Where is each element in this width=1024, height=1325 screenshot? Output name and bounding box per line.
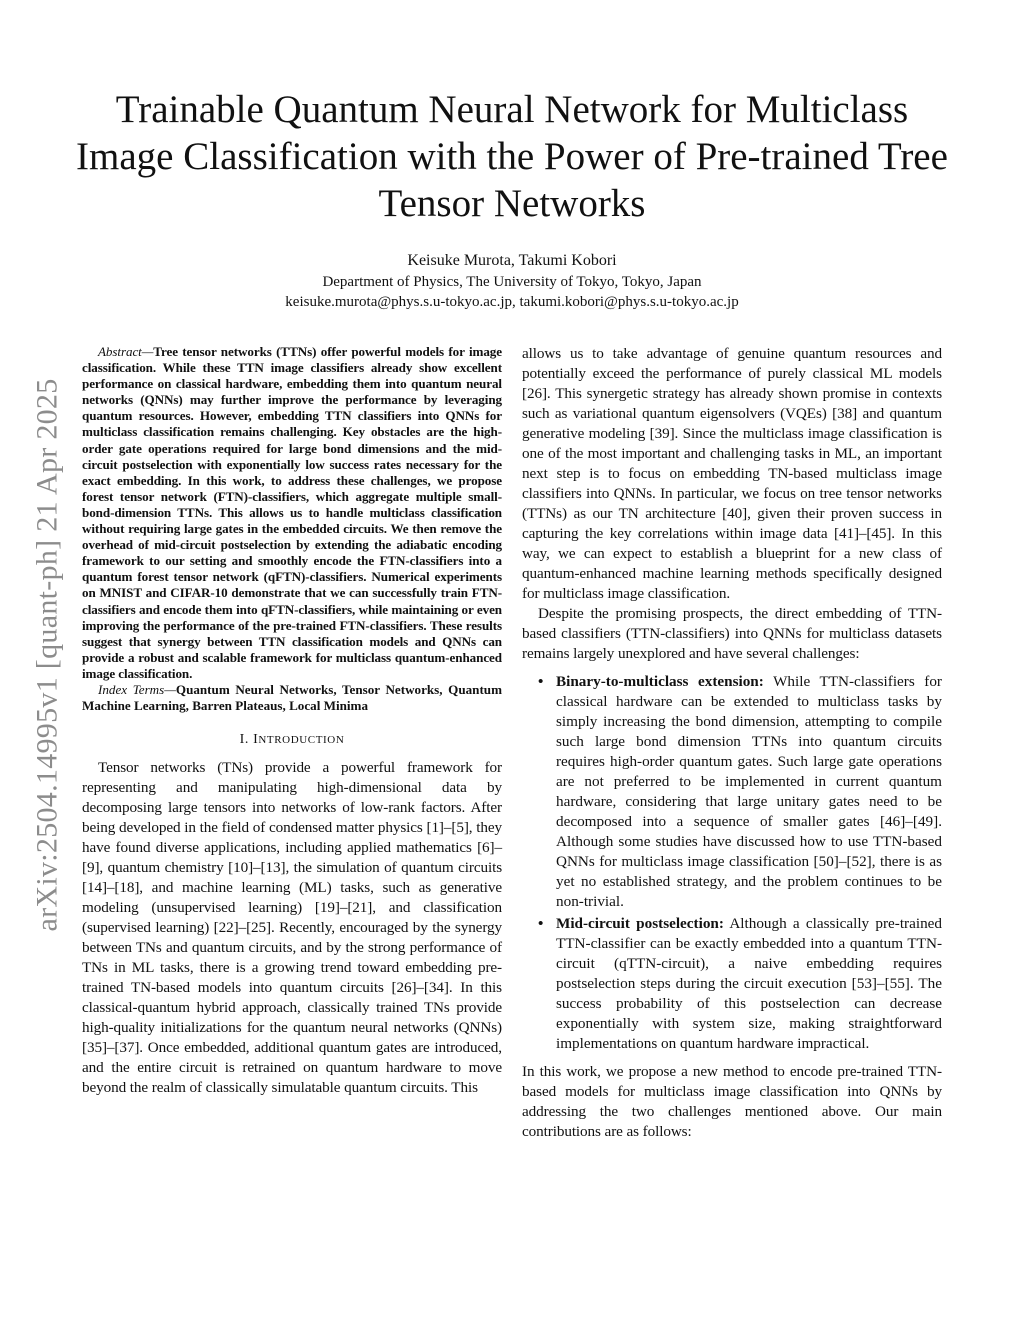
bullet-icon: • bbox=[538, 673, 544, 690]
section-numeral: I. bbox=[239, 732, 254, 748]
list-item bbox=[538, 914, 942, 1054]
paper-emails: keisuke.murota@phys.s.u-tokyo.ac.jp, takumi.kobori@phys.s.u-tokyo.ac.jp bbox=[285, 294, 739, 310]
paper-affiliation: Department of Physics, The University of Tokyo, Tokyo, Japan bbox=[322, 274, 702, 290]
intro-paragraph-1: Tensor networks (TNs) provide a powerful framework for representing and manipulating high-dimensional data by decomposing large tensors into networks of low-rank factors. After being developed in the field of condensed matter physics [1]–[5], they have found diverse applications, including applied mathematics [6]–[9], quantum chemistry [10]–[13], the simulation of quantum circuits [14]–[18], and machine learning (ML) tasks, such as generative modeling (unsupervised learning) [19]–[21], and classification (supervised learning) [22]–[25]. Recently, encouraged by the synergy between TNs and quantum circuits, and by the strong performance of TNs in ML tasks, there is a growing trend toward embedding pre-trained TN-based models into quantum circuits [26]–[34]. In this classical-quantum hybrid approach, classically trained TNs provide high-quality initializations for the quantum neural networks (QNNs) [35]–[37]. Once embedded, additional quantum gates are introduced, and the entire circuit is retrained on quantum hardware to move beyond the realm of classically simulatable quantum circuits. This bbox=[82, 759, 502, 1097]
intro-paragraph-1-continued: allows us to take advantage of genuine quantum resources and potentially exceed the performance of purely classical ML models [26]. This synergetic strategy has already shown promise in contexts such as variational quantum eigensolvers (VQEs) [38] and quantum generative modeling [39]. Since the multiclass image classification is one of the most important and challenging tasks in ML, an important next step is to focus on embedding TN-based multiclass image classifiers into QNNs. In particular, we focus on tree tensor networks (TTNs) as our TN architecture [40], given their proven success in capturing the key correlations within image data [41]–[45]. In this way, we can expect to establish a blueprint for a new class of quantum-enhanced machine learning methods specifically designed for multiclass image classification. bbox=[522, 345, 942, 602]
abstract-text: Tree tensor networks (TTNs) offer powerful models for image classification. While these TTN image classifiers already show excellent performance on classical hardware, embedding them into quantum neural networks (QNNs) may further improve the performance by leveraging quantum resources. However, embedding TTN classifiers into QNNs for multiclass classification remains challenging. Key obstacles are the high-order gate operations required for large bond dimensions and the mid-circuit postselection with exponentially low success rates necessary for the exact embedding. In this work, to address these challenges, we propose forest tensor network (FTN)-classifiers, which aggregate multiple small-bond-dimension TTNs. This allows us to handle multiclass classification without requiring large gates in the embedded circuits. We then remove the overhead of mid-circuit postselection by extending the adiabatic encoding framework to our setting and smoothly encode the FTN-classifiers into a quantum forest tensor network (qFTN)-classifiers. Numerical experiments on MNIST and CIFAR-10 demonstrate that we can successfully train FTN-classifiers and encode them into qFTN-classifiers, while maintaining or even improving the performance of the pre-trained FTN-classifiers. These results suggest that synergy between TTN classification models and QNNs can provide a robust and scalable framework for multiclass quantum-enhanced image classification. bbox=[82, 344, 502, 681]
abstract-dash: — bbox=[141, 344, 154, 359]
challenge-title: Binary-to-multiclass extension: bbox=[556, 673, 764, 690]
index-terms-label: Index Terms bbox=[98, 681, 165, 697]
bullet-icon: • bbox=[538, 915, 544, 932]
left-column bbox=[82, 344, 502, 1098]
right-column bbox=[522, 344, 942, 1142]
challenge-text: Although a classically pre-trained TTN-classifier can be exactly embedded into a quantum TTN-circuit (qTTN-circuit), a naive embedding requires postselection steps during the circuit execution [53]–[55]. The success probability of this postselection can decrease exponentially with system size, making straightforward implementations on quantum hardware impractical. bbox=[556, 915, 942, 1052]
index-terms-dash: — bbox=[164, 681, 176, 697]
challenges-list bbox=[522, 672, 942, 1054]
intro-paragraph-2: Despite the promising prospects, the direct embedding of TTN-based classifiers (TTN-classifiers) into QNNs for multiclass datasets remains largely unexplored and have several challenges: bbox=[522, 605, 942, 662]
index-terms-text: Quantum Neural Networks, Tensor Networks, Quantum Machine Learning, Barren Plateaus, Local Minima bbox=[82, 681, 502, 714]
abstract bbox=[82, 344, 502, 682]
list-item bbox=[538, 672, 942, 912]
abstract-label: Abstract bbox=[98, 344, 142, 359]
paper-title: Trainable Quantum Neural Network for Multiclass Image Classification with the Power of Pre-trained Tree Tensor Networks bbox=[76, 88, 948, 225]
challenge-title: Mid-circuit postselection: bbox=[556, 915, 724, 932]
intro-paragraph-3: In this work, we propose a new method to encode pre-trained TTN-based models for multiclass image classification into QNNs by addressing the two challenges mentioned above. Our main contributions are as follows: bbox=[522, 1063, 942, 1140]
section-heading-initial: I bbox=[253, 732, 259, 748]
section-heading-introduction bbox=[82, 730, 502, 750]
arxiv-identifier bbox=[28, 340, 68, 970]
challenge-text: While TTN-classifiers for classical hardware can be extended to multiclass tasks by simply increasing the bond dimension, attempting to compile such large bond dimension TTNs into quantum circuits requires high-order quantum gates. Such large gate operations are not preferred to be implemented in current quantum hardware, considering that large unitary gates need to be decomposed into a sequence of smaller gates [46]–[49]. Although some studies have discussed how to use TTN-based QNNs for multiclass image classification [50]–[52], there is as yet no established strategy, and the problem continues to be non-trivial. bbox=[556, 673, 942, 910]
paper-authors: Keisuke Murota, Takumi Kobori bbox=[407, 252, 617, 269]
section-heading-rest: NTRODUCTION bbox=[258, 734, 345, 747]
index-terms bbox=[82, 682, 502, 714]
arxiv-identifier-text: arXiv:2504.14995v1 [quant-ph] 21 Apr 2025 bbox=[31, 378, 64, 932]
